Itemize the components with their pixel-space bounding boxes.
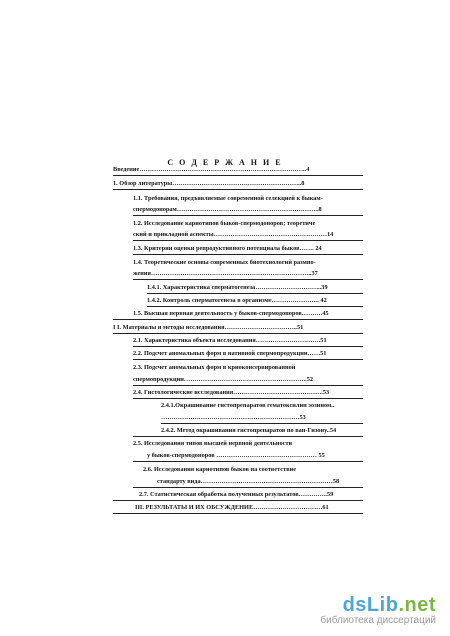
toc-entry: 2.2. Подсчет аномальных форм в нативной спермопродукции……51 <box>133 350 327 357</box>
toc-entry: 2.3. Подсчет аномальных форм в криоконсервированной <box>133 364 296 371</box>
toc-entry: 1.4.2. Контроль сперматогенеза в организме………………….. 42 <box>147 297 327 304</box>
toc-divider <box>113 513 363 514</box>
toc-entry: 1.4.1. Характеристика сперматогенеза…………………………..39 <box>147 284 328 291</box>
toc-entry: III. РЕЗУЛЬТАТЫ И ИХ ОБСУЖДЕНИЕ……………………………61 <box>135 504 329 511</box>
toc-divider <box>113 319 363 320</box>
toc-entry: 2.5. Исследования типов высшей нервной деятельности <box>133 440 293 447</box>
toc-entry: 2.6. Исследования кариотипов быков на соответствие <box>143 466 297 473</box>
toc-divider <box>133 385 363 386</box>
toc-entry: I I. Материалы и методы исследования……………………………..51 <box>113 324 304 331</box>
toc-divider <box>133 398 363 399</box>
toc-entry: 2.4.2. Метод окрашивания гистопрепаратов по ван-Гизону..54 <box>161 427 337 434</box>
toc-entry: у быков-спермодоноров ………………………………………… 55 <box>147 452 325 459</box>
toc-divider <box>113 175 363 176</box>
toc-entry: жения…………………………………………………………………..37 <box>133 270 318 277</box>
toc-entry: 1.1. Требования, предъявляемые современной селекцией к быкам- <box>133 195 323 202</box>
toc-divider <box>113 500 363 501</box>
toc-entry: 1.4. Теоретические основы современных биотехнологий размно- <box>133 259 316 266</box>
page-title: С О Д Е Р Ж А Н И Е <box>167 158 283 167</box>
toc-divider <box>133 279 363 280</box>
toc-entry: 1.3. Критерии оценки репродуктивного потенциала быков……. 24 <box>133 245 322 252</box>
toc-entry: стандарту вида………………………………………………………58 <box>157 478 340 485</box>
toc-divider <box>147 306 363 307</box>
toc-entry: 1.2. Исследование кариотипов быков-спермодоноров; теоретиче <box>133 220 316 227</box>
toc-divider <box>133 487 363 488</box>
toc-entry: 2.4.1.Окрашивание гистопрепаратов гематоксилин эозином.. <box>161 402 335 409</box>
toc-entry: 2.7. Статистическая обработка полученных результатов…………..59 <box>139 491 334 498</box>
toc-entry: 2.1. Характеристика объекта исследования………………………….51 <box>133 337 327 344</box>
toc-divider <box>133 461 363 462</box>
toc-divider <box>161 423 363 424</box>
toc-entry: спермопродукции…………………………………………………..52 <box>133 376 314 383</box>
toc-divider <box>147 293 363 294</box>
toc-divider <box>113 189 363 190</box>
toc-entry: 1.5. Высшая нервная деятельность у быков-спермодоноров……….45 <box>133 310 329 317</box>
watermark-logo: dsLib.net <box>342 594 436 616</box>
toc-divider <box>113 333 363 334</box>
toc-entry: спермодонорам…………………………………………………………..8 <box>133 206 322 213</box>
watermark <box>320 594 436 626</box>
toc-divider <box>133 240 363 241</box>
toc-entry: Введение……………………………………………………………………..4 <box>113 166 310 173</box>
toc-entry: ский и прикладной аспекты………………………………………………14 <box>133 231 334 238</box>
toc-divider <box>133 215 363 216</box>
toc-divider <box>133 359 363 360</box>
toc-divider <box>133 346 363 347</box>
toc-entry: 2.4. Гистологические исследования…………………………………….53 <box>133 389 330 396</box>
toc-entry: 1. Обзор литературы……………………………………………………..8 <box>113 180 305 187</box>
toc-divider <box>133 436 363 437</box>
watermark-subtitle: библиотека диссертаций <box>320 615 436 626</box>
toc-entry: …………………………………………………………53 <box>161 414 306 421</box>
toc-divider <box>133 254 363 255</box>
